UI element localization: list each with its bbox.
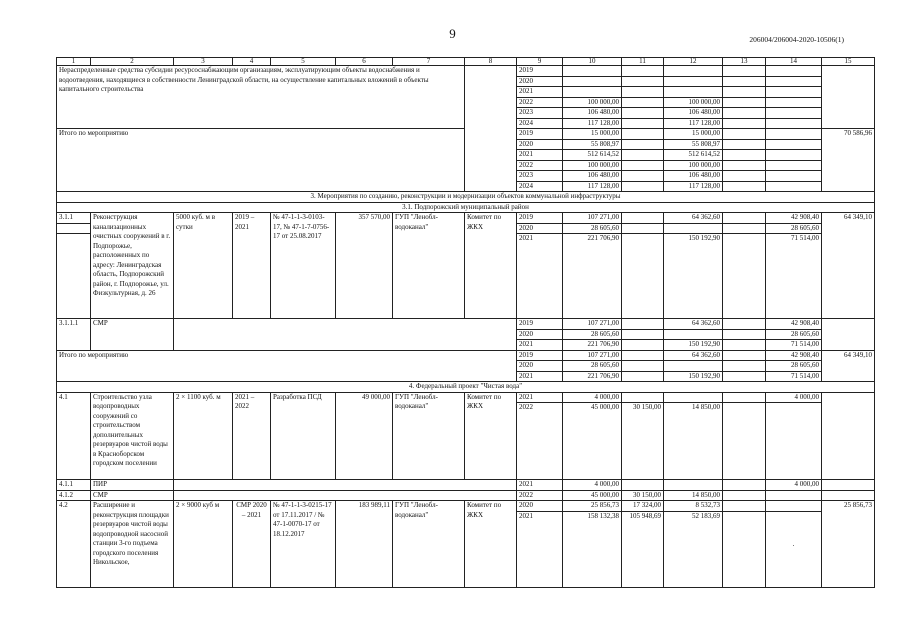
empty-cell (766, 171, 822, 182)
empty-cell (723, 234, 766, 319)
empty-cell (622, 160, 664, 171)
year-cell: 2021 (517, 511, 563, 587)
empty-cell (723, 319, 766, 330)
empty-cell (622, 139, 664, 150)
empty-cell (723, 97, 766, 108)
amount-cell (622, 223, 664, 234)
year-cell: 2024 (517, 181, 563, 192)
item-number: 4.1.1 (57, 480, 91, 491)
section-row (57, 202, 875, 213)
amount-cell (664, 223, 723, 234)
empty-cell (174, 490, 517, 501)
col-header: 12 (664, 58, 723, 66)
empty-cell (622, 66, 664, 77)
amount-cell: 42 908,40 (766, 350, 822, 361)
item-period: 2021 – 2022 (233, 392, 271, 480)
amount-cell: 100 000,00 (664, 160, 723, 171)
table-row (57, 213, 875, 224)
empty-cell (57, 234, 91, 319)
year-cell: 2020 (517, 329, 563, 340)
year-cell: 2020 (517, 223, 563, 234)
empty-cell (723, 118, 766, 129)
empty-cell (766, 118, 822, 129)
col-header: 4 (233, 58, 271, 66)
col-header: 3 (174, 58, 233, 66)
item-number: 4.1.2 (57, 490, 91, 501)
year-cell: 2022 (517, 490, 563, 501)
year-cell: 2022 (517, 160, 563, 171)
table-row (57, 319, 875, 330)
year-cell: 2022 (517, 403, 563, 480)
document-id: 206004/206004-2020-10506(1) (749, 35, 844, 44)
item-committee: Комитет по ЖКХ (465, 213, 517, 319)
empty-cell (723, 139, 766, 150)
amount-cell: 106 480,00 (664, 171, 723, 182)
amount-cell (622, 392, 664, 403)
amount-cell: 107 271,00 (563, 213, 622, 224)
col-header: 1 (57, 58, 91, 66)
amount-cell: 28 605,60 (563, 223, 622, 234)
year-cell: 2019 (517, 319, 563, 330)
empty-cell (723, 87, 766, 98)
amount-cell (664, 329, 723, 340)
col-header: 11 (622, 58, 664, 66)
year-cell: 2020 (517, 361, 563, 372)
empty-cell (622, 97, 664, 108)
year-cell: 2021 (517, 392, 563, 403)
col-header: 7 (393, 58, 465, 66)
amount-cell: 42 908,40 (766, 213, 822, 224)
year-cell: 2022 (517, 97, 563, 108)
amount-cell: · (766, 511, 822, 587)
amount-cell: 52 183,69 (664, 511, 723, 587)
empty-cell (723, 150, 766, 161)
col-header: 8 (465, 58, 517, 66)
unallocated-title: Нераспределенные средства субсидии ресурсоснабжающим организациям, эксплуатирующим объекты водоснабжения и водоотведения, находящиеся в собственности Ленинградской области, на осуществление капитальных вложений в объекты капитального строительства (57, 66, 465, 129)
empty-cell (723, 223, 766, 234)
year-cell: 2020 (517, 76, 563, 87)
amount-cell: 25 856,73 (822, 501, 875, 588)
amount-cell (766, 501, 822, 512)
subsection-heading: 3.1. Подпорожский муниципальный район (57, 202, 875, 213)
amount-cell: 8 532,73 (664, 501, 723, 512)
item-cost: 357 570,00 (336, 213, 393, 319)
item-number: 4.1 (57, 392, 91, 480)
page-number: 9 (449, 26, 456, 41)
amount-cell: 64 349,10 (822, 213, 875, 319)
item-committee: Комитет по ЖКХ (465, 392, 517, 480)
amount-cell: 15 000,00 (664, 129, 723, 140)
amount-cell: 45 000,00 (563, 403, 622, 480)
col-header: 2 (91, 58, 174, 66)
amount-cell: 70 586,96 (822, 129, 875, 192)
amount-cell (563, 87, 622, 98)
item-capacity: 2 × 9000 куб м (174, 501, 233, 588)
amount-cell (622, 319, 664, 330)
amount-cell (622, 213, 664, 224)
empty-cell (723, 371, 766, 382)
empty-cell (57, 223, 91, 234)
amount-cell (622, 480, 664, 491)
amount-cell (664, 66, 723, 77)
item-name: Строительство узла водопроводных сооружений со строительством дополнительных резервуаров чистой воды в Красноборском городском поселении (91, 392, 174, 480)
amount-cell (664, 87, 723, 98)
empty-cell (723, 213, 766, 224)
amount-cell: 25 856,73 (563, 501, 622, 512)
item-period: СМР 2020 – 2021 (233, 501, 271, 588)
col-header: 14 (766, 58, 822, 66)
empty-cell (766, 150, 822, 161)
amount-cell: 221 706,90 (563, 234, 622, 319)
amount-cell (563, 66, 622, 77)
empty-cell (622, 76, 664, 87)
amount-cell: 28 605,60 (563, 361, 622, 372)
item-capacity: 2 × 1100 куб. м (174, 392, 233, 480)
amount-cell: 221 706,90 (563, 371, 622, 382)
empty-cell (723, 181, 766, 192)
year-cell: 2024 (517, 118, 563, 129)
item-document: № 47-1-1-3-0215-17 от 17.11.2017 / № 47-1-0070-17 от 18.12.2017 (271, 501, 336, 588)
amount-cell: 4 000,00 (766, 392, 822, 403)
total-label: Итого по мероприятию (57, 350, 517, 382)
item-cost: 49 000,00 (336, 392, 393, 480)
empty-cell (723, 340, 766, 351)
table-row (57, 350, 875, 361)
year-cell: 2019 (517, 350, 563, 361)
col-header: 5 (271, 58, 336, 66)
empty-cell (822, 319, 875, 351)
empty-cell (622, 171, 664, 182)
item-customer: ГУП "Ленобл-водоканал" (393, 392, 465, 480)
empty-cell (723, 171, 766, 182)
amount-cell (664, 76, 723, 87)
amount-cell: 4 000,00 (563, 480, 622, 491)
empty-cell (766, 97, 822, 108)
section-heading: 4. Федеральный проект "Чистая вода" (57, 382, 875, 393)
amount-cell: 106 480,00 (563, 171, 622, 182)
amount-cell (563, 76, 622, 87)
item-cost: 183 989,11 (336, 501, 393, 588)
empty-cell (766, 160, 822, 171)
empty-cell (766, 108, 822, 119)
empty-cell (723, 108, 766, 119)
amount-cell: 117 128,00 (664, 118, 723, 129)
amount-cell: 150 192,90 (664, 234, 723, 319)
empty-cell (622, 150, 664, 161)
empty-cell (766, 181, 822, 192)
empty-cell (822, 490, 875, 501)
amount-cell (622, 350, 664, 361)
amount-cell: 100 000,00 (664, 97, 723, 108)
amount-cell: 71 514,00 (766, 340, 822, 351)
amount-cell (664, 361, 723, 372)
item-customer: ГУП "Ленобл-водоканал" (393, 213, 465, 319)
col-header: 15 (822, 58, 875, 66)
amount-cell: 30 150,00 (622, 403, 664, 480)
amount-cell: 15 000,00 (563, 129, 622, 140)
table-row (57, 392, 875, 403)
section-row (57, 192, 875, 203)
amount-cell (766, 490, 822, 501)
item-document: № 47-1-1-3-0103-17, № 47-1-7-0756-17 от 25.08.2017 (271, 213, 336, 319)
section-heading: 3. Мероприятия по созданию, реконструкции и модернизации объектов коммунальной инфраструктуры (57, 192, 875, 203)
empty-cell (822, 66, 875, 129)
amount-cell: 71 514,00 (766, 371, 822, 382)
empty-cell (723, 480, 766, 491)
amount-cell (664, 480, 723, 491)
empty-cell (822, 480, 875, 491)
amount-cell: 64 362,60 (664, 319, 723, 330)
amount-cell (622, 234, 664, 319)
amount-cell (622, 371, 664, 382)
table-row (57, 490, 875, 501)
item-period: 2019 – 2021 (233, 213, 271, 319)
item-name: Расширение и реконструкция площадки резервуаров чистой воды водопроводной насосной станции 3-го подъема городского поселения Никольское, (91, 501, 174, 588)
col-header: 9 (517, 58, 563, 66)
empty-cell (723, 511, 766, 587)
column-number-row (57, 58, 875, 66)
amount-cell: 28 605,60 (766, 329, 822, 340)
amount-cell: 64 362,60 (664, 350, 723, 361)
empty-cell (723, 501, 766, 512)
table-row (57, 501, 875, 512)
amount-cell: 55 808,97 (563, 139, 622, 150)
empty-cell (622, 129, 664, 140)
amount-cell (766, 403, 822, 480)
empty-cell (822, 392, 875, 480)
amount-cell: 71 514,00 (766, 234, 822, 319)
amount-cell: 28 605,60 (766, 361, 822, 372)
year-cell: 2021 (517, 87, 563, 98)
item-name: ПИР (91, 480, 174, 491)
item-committee: Комитет по ЖКХ (465, 501, 517, 588)
empty-cell (723, 160, 766, 171)
year-cell: 2021 (517, 480, 563, 491)
year-cell: 2023 (517, 171, 563, 182)
amount-cell: 4 000,00 (563, 392, 622, 403)
amount-cell: 55 808,97 (664, 139, 723, 150)
amount-cell: 106 480,00 (664, 108, 723, 119)
amount-cell: 117 128,00 (563, 118, 622, 129)
item-document: Разработка ПСД (271, 392, 336, 480)
section-row (57, 382, 875, 393)
amount-cell: 117 128,00 (664, 181, 723, 192)
amount-cell (622, 361, 664, 372)
empty-cell (622, 181, 664, 192)
empty-cell (622, 87, 664, 98)
item-number: 4.2 (57, 501, 91, 588)
amount-cell: 150 192,90 (664, 340, 723, 351)
year-cell: 2019 (517, 213, 563, 224)
empty-cell (723, 76, 766, 87)
empty-cell (723, 490, 766, 501)
amount-cell: 150 192,90 (664, 371, 723, 382)
empty-cell (766, 87, 822, 98)
empty-cell (723, 403, 766, 480)
item-capacity: 5000 куб. м в сутки (174, 213, 233, 319)
year-cell: 2021 (517, 371, 563, 382)
empty-cell (465, 66, 517, 192)
col-header: 6 (336, 58, 393, 66)
col-header: 13 (723, 58, 766, 66)
year-cell: 2021 (517, 150, 563, 161)
amount-cell (622, 340, 664, 351)
item-name: Реконструкция канализационных очистных сооружений в г. Подпорожье, расположенных по адресу: Ленинградская область, Подпорожский район, г. Подпорожье, ул. Физкультурная, д. 26 (91, 213, 174, 319)
col-header: 10 (563, 58, 622, 66)
amount-cell: 106 480,00 (563, 108, 622, 119)
empty-cell (622, 108, 664, 119)
amount-cell: 28 605,60 (563, 329, 622, 340)
table-row (57, 66, 875, 77)
item-name: СМР (91, 319, 174, 351)
item-customer: ГУП "Ленобл-водоканал" (393, 501, 465, 588)
amount-cell: 221 706,90 (563, 340, 622, 351)
amount-cell: 64 349,10 (822, 350, 875, 382)
year-cell: 2020 (517, 139, 563, 150)
amount-cell: 158 132,38 (563, 511, 622, 587)
amount-cell: 45 000,00 (563, 490, 622, 501)
empty-cell (723, 361, 766, 372)
amount-cell: 512 614,52 (664, 150, 723, 161)
amount-cell: 107 271,00 (563, 350, 622, 361)
empty-cell (766, 129, 822, 140)
amount-cell (664, 392, 723, 403)
amount-cell: 100 000,00 (563, 97, 622, 108)
empty-cell (766, 139, 822, 150)
year-cell: 2021 (517, 340, 563, 351)
empty-cell (174, 480, 517, 491)
amount-cell: 17 324,00 (622, 501, 664, 512)
amount-cell: 100 000,00 (563, 160, 622, 171)
amount-cell: 30 150,00 (622, 490, 664, 501)
amount-cell: 64 362,60 (664, 213, 723, 224)
empty-cell (174, 319, 517, 351)
empty-cell (723, 329, 766, 340)
year-cell: 2023 (517, 108, 563, 119)
empty-cell (723, 392, 766, 403)
year-cell: 2021 (517, 234, 563, 319)
program-table (56, 57, 875, 588)
empty-cell (622, 118, 664, 129)
amount-cell: 105 948,69 (622, 511, 664, 587)
amount-cell: 42 908,40 (766, 319, 822, 330)
amount-cell: 107 271,00 (563, 319, 622, 330)
empty-cell (723, 350, 766, 361)
table-row (57, 480, 875, 491)
year-cell: 2019 (517, 66, 563, 77)
year-cell: 2019 (517, 129, 563, 140)
amount-cell: 28 605,60 (766, 223, 822, 234)
empty-cell (766, 76, 822, 87)
empty-cell (766, 66, 822, 77)
item-name: СМР (91, 490, 174, 501)
amount-cell: 117 128,00 (563, 181, 622, 192)
total-label: Итого по мероприятию (57, 129, 465, 192)
item-number: 3.1.1 (57, 213, 91, 224)
amount-cell: 4 000,00 (766, 480, 822, 491)
empty-cell (723, 129, 766, 140)
amount-cell: 14 850,00 (664, 490, 723, 501)
empty-cell (723, 66, 766, 77)
amount-cell (622, 329, 664, 340)
amount-cell: 14 850,00 (664, 403, 723, 480)
item-number: 3.1.1.1 (57, 319, 91, 351)
amount-cell: 512 614,52 (563, 150, 622, 161)
year-cell: 2020 (517, 501, 563, 512)
